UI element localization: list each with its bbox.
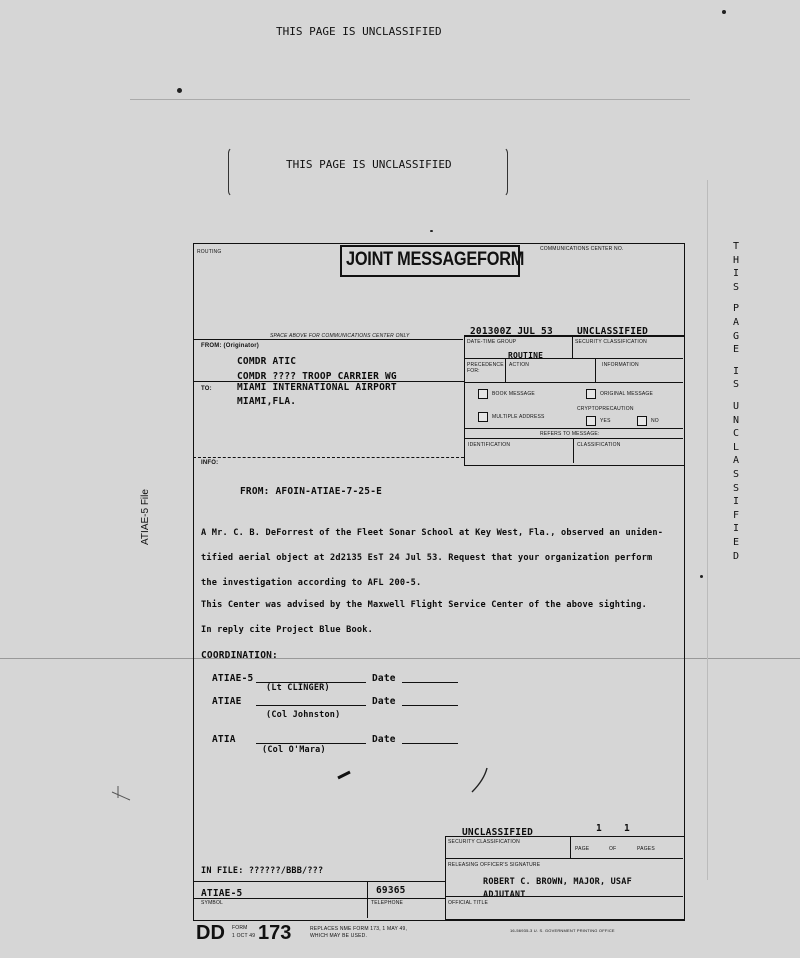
- side-stamp-letter: F: [733, 509, 740, 521]
- refers-to-label: REFERS TO MESSAGE:: [540, 431, 600, 437]
- side-stamp-letter: I: [733, 523, 740, 535]
- release-rule-1: [445, 858, 683, 859]
- coord-office-3: ATIA: [212, 734, 236, 745]
- crypto-yes-label: YES: [600, 418, 611, 424]
- symbol-rule: [193, 898, 445, 899]
- action-label: ACTION: [509, 362, 530, 368]
- side-stamp-letter: I: [733, 268, 740, 280]
- coord-office-2: ATIAE: [212, 696, 242, 707]
- side-stamp-letter: H: [733, 254, 740, 266]
- coord-date-field-3[interactable]: [402, 743, 458, 744]
- form-title: JOINT MESSAGEFORM: [346, 249, 525, 270]
- coord-date-field-2[interactable]: [402, 705, 458, 706]
- to-info-rule: [193, 457, 464, 458]
- top-unclassified-stamp: THIS PAGE IS UNCLASSIFIED: [276, 25, 442, 38]
- to-line-1: MIAMI INTERNATIONAL AIRPORT: [237, 382, 397, 393]
- space-above-label: SPACE ABOVE FOR COMMUNICATIONS CENTER ONLY: [270, 333, 410, 339]
- book-message-checkbox[interactable]: [478, 389, 488, 399]
- identification-label: IDENTIFICATION: [468, 442, 511, 448]
- precedence-label: PRECEDENCE FOR:: [467, 362, 504, 374]
- side-stamp-letter: G: [733, 330, 740, 342]
- to-line-2: MIAMI,FLA.: [237, 396, 297, 407]
- replaces-line-2: WHICH MAY BE USED.: [310, 933, 368, 939]
- form-number: 173: [258, 922, 292, 944]
- crypto-no-checkbox[interactable]: [637, 416, 647, 426]
- boxed-unclassified-stamp: THIS PAGE IS UNCLASSIFIED: [286, 158, 452, 171]
- side-stamp-letter: S: [733, 379, 740, 391]
- detail-rule-1: [464, 358, 683, 359]
- side-stamp-letter: E: [733, 344, 740, 356]
- symbol-label: SYMBOL: [201, 900, 224, 906]
- of-label: OF: [609, 846, 617, 852]
- dd-label: DD: [196, 922, 225, 944]
- precedence-value: ROUTINE: [508, 351, 544, 360]
- releasing-officer-label: RELEASING OFFICER'S SIGNATURE: [448, 862, 541, 868]
- signer-name: ROBERT C. BROWN, MAJOR, USAF: [483, 877, 632, 887]
- detail-rule-2: [464, 382, 683, 383]
- official-title-label: OFFICIAL TITLE: [448, 900, 489, 906]
- body-line-2: tified aerial object at 2d2135 EsT 24 Jul 53. Request that your organization perform: [201, 553, 653, 563]
- coord-sign-line-2: [256, 705, 366, 706]
- speck: [177, 88, 182, 93]
- dtg-label: DATE-TIME GROUP: [467, 339, 517, 345]
- side-stamp-letter: C: [733, 428, 740, 440]
- coord-date-label-3: Date: [372, 734, 396, 745]
- bottom-security-label: SECURITY CLASSIFICATION: [448, 839, 520, 845]
- typist-line: IN FILE: ??????/BBB/???: [201, 866, 324, 876]
- release-divider-1: [570, 836, 571, 858]
- side-stamp-letter: S: [733, 482, 740, 494]
- coordination-label: COORDINATION:: [201, 650, 278, 661]
- form-date: 1 OCT 49: [232, 933, 256, 939]
- signer-title: ADJUTANT: [483, 890, 526, 900]
- detail-divider-1: [572, 336, 573, 358]
- speck: [430, 230, 433, 232]
- coord-date-label-2: Date: [372, 696, 396, 707]
- coord-name-1: (Lt CLINGER): [266, 683, 330, 693]
- side-stamp-letter: I: [733, 496, 740, 508]
- side-stamp-letter: E: [733, 537, 740, 548]
- crypto-yes-checkbox[interactable]: [586, 416, 596, 426]
- detail-divider-4: [573, 438, 574, 463]
- scan-rule-top: [130, 99, 690, 100]
- coord-sign-line-3: [256, 743, 366, 744]
- multiple-address-checkbox[interactable]: [478, 412, 488, 422]
- body-line-4: This Center was advised by the Maxwell Flight Service Center of the above sighting.: [201, 600, 648, 610]
- dtg-value: 201300Z JUL 53: [470, 326, 553, 337]
- side-stamp-letter: I: [733, 365, 740, 377]
- speck: [700, 575, 703, 578]
- page-number-value: 1: [596, 823, 602, 834]
- boxed-stamp-frame: [228, 147, 508, 197]
- classification-label: CLASSIFICATION: [577, 442, 621, 448]
- coord-name-3: (Col O'Mara): [262, 745, 326, 755]
- body-line-3: the investigation according to AFL 200-5.: [201, 578, 422, 588]
- coord-office-1: ATIAE-5: [212, 673, 254, 684]
- scan-rule-right: [707, 180, 708, 880]
- side-stamp-letter: U: [733, 401, 740, 412]
- original-message-label: ORIGINAL MESSAGE: [600, 391, 654, 397]
- symbol-divider: [367, 881, 368, 918]
- body-line-5: In reply cite Project Blue Book.: [201, 625, 373, 635]
- crypto-label: CRYPTOPRECAUTION: [577, 406, 634, 412]
- telephone-value: 69365: [376, 885, 406, 896]
- page-count-value: 1: [624, 823, 630, 834]
- to-label: TO:: [201, 386, 212, 392]
- coord-name-2: (Col Johnston): [266, 710, 341, 720]
- pages-label: PAGES: [637, 846, 655, 852]
- from-line-2: COMDR ???? TROOP CARRIER WG: [237, 371, 397, 382]
- side-stamp-letter: S: [733, 281, 740, 293]
- info-label: INFO:: [201, 460, 219, 466]
- multiple-address-label: MULTIPLE ADDRESS: [492, 414, 545, 420]
- comm-center-label: COMMUNICATIONS CENTER NO.: [540, 246, 624, 252]
- original-message-checkbox[interactable]: [586, 389, 596, 399]
- routing-label: ROUTING: [197, 249, 222, 255]
- crypto-no-label: NO: [651, 418, 659, 424]
- symbol-top-rule: [193, 881, 445, 882]
- coord-date-label-1: Date: [372, 673, 396, 684]
- information-label: INFORMATION: [602, 362, 639, 368]
- speck: [722, 10, 726, 14]
- side-stamp-letter: A: [733, 455, 740, 467]
- side-stamp-letter: D: [733, 550, 740, 562]
- file-note: ATIAE-5 File: [140, 489, 151, 545]
- from-line-1: COMDR ATIC: [237, 356, 297, 367]
- form-label: FORM: [232, 925, 248, 931]
- page-label: PAGE: [575, 846, 590, 852]
- reference-line: FROM: AFOIN-ATIAE-7-25-E: [240, 486, 383, 497]
- detail-divider-3: [595, 358, 596, 382]
- side-stamp-letter: L: [733, 441, 740, 453]
- side-stamp-letter: T: [733, 241, 740, 252]
- book-message-label: BOOK MESSAGE: [492, 391, 535, 397]
- release-rule-2: [445, 896, 683, 897]
- body-line-1: A Mr. C. B. DeForrest of the Fleet Sonar School at Key West, Fla., observed an uniden-: [201, 528, 664, 538]
- security-classification-value: UNCLASSIFIED: [577, 326, 649, 337]
- symbol-value: ATIAE-5: [201, 888, 243, 899]
- side-stamp-letter: A: [733, 317, 740, 328]
- telephone-label: TELEPHONE: [371, 900, 404, 906]
- security-label: SECURITY CLASSIFICATION: [575, 339, 647, 345]
- side-stamp-letter: N: [733, 414, 740, 426]
- side-stamp-letter: P: [733, 303, 740, 315]
- header-rule: [193, 339, 463, 340]
- from-label: FROM: (Originator): [201, 343, 259, 349]
- side-stamp-letter: S: [733, 469, 740, 480]
- coord-date-field-1[interactable]: [402, 682, 458, 683]
- printer-note: 16-56935-3 U. S. GOVERNMENT PRINTING OFFICE: [510, 928, 615, 933]
- detail-rule-3: [464, 428, 683, 429]
- detail-divider-2: [505, 358, 506, 382]
- bottom-security-value: UNCLASSIFIED: [462, 827, 534, 838]
- replaces-line-1: REPLACES NME FORM 173, 1 MAY 49,: [310, 926, 408, 932]
